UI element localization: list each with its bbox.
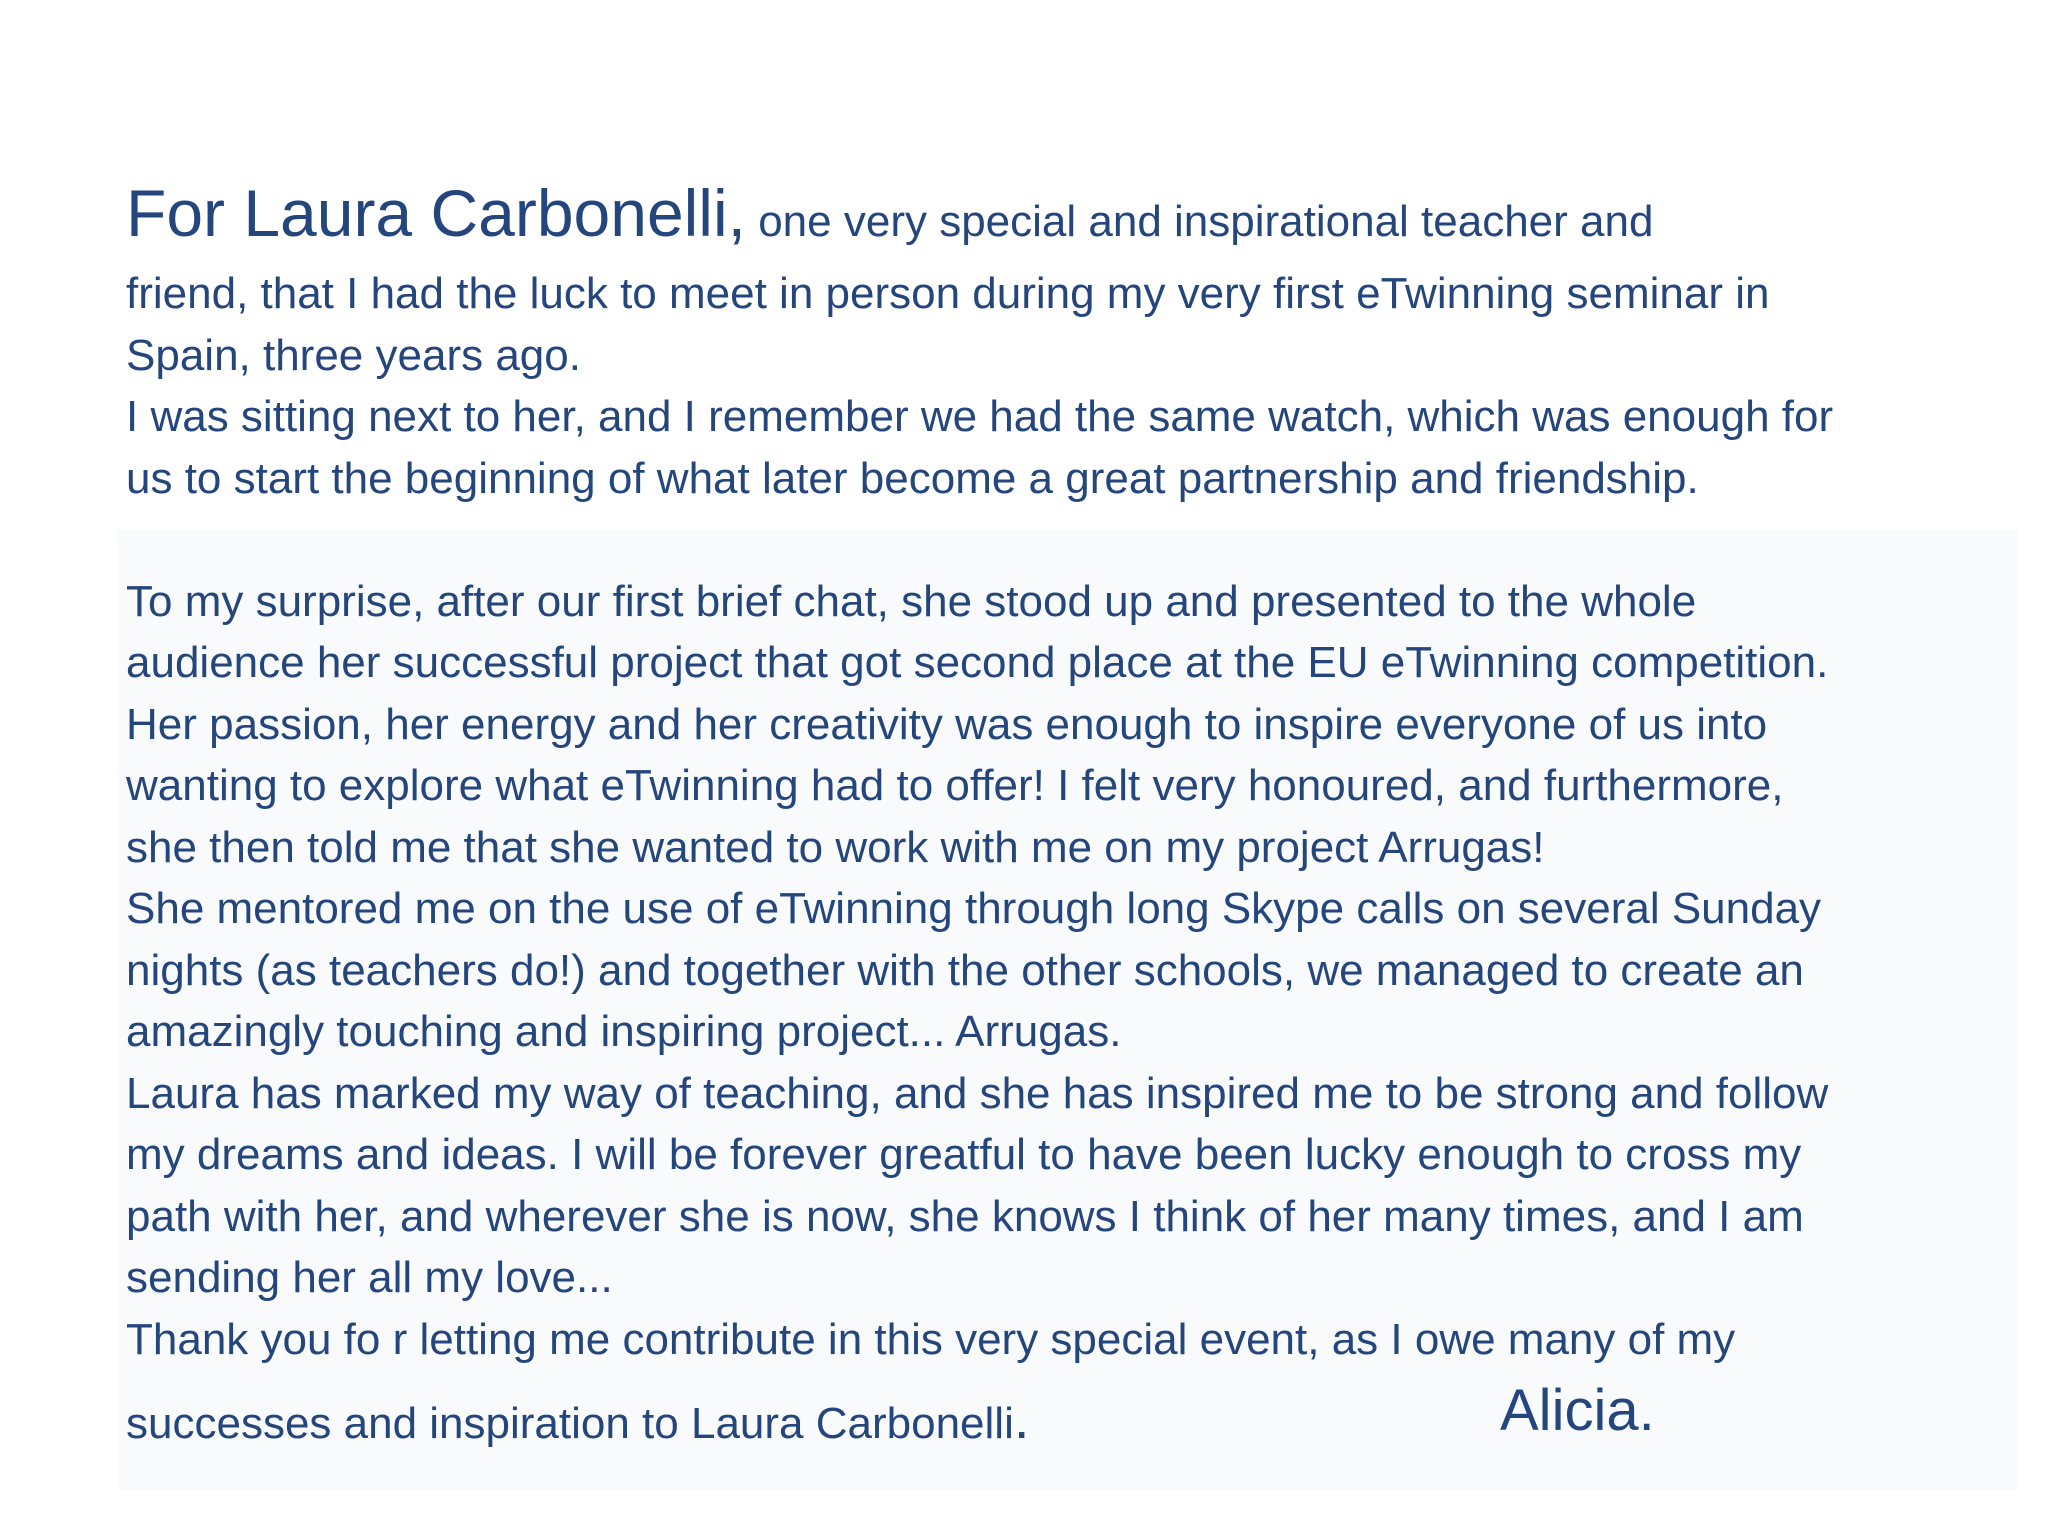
- signature: Alicia.: [1500, 1378, 1655, 1443]
- letter-line: She mentored me on the use of eTwinning through long Skype calls on several Sunday: [126, 884, 1822, 933]
- letter-heading: For Laura Carbonelli,: [126, 176, 746, 250]
- letter-line: To my surprise, after our first brief chat, she stood up and presented to the whole: [126, 576, 1697, 626]
- letter-line: my dreams and ideas. I will be forever greatful to have been lucky enough to cross my: [126, 1130, 1802, 1179]
- letter-line: nights (as teachers do!) and together with the other schools, we managed to create an: [126, 945, 1804, 995]
- paragraph-break: [126, 509, 2026, 571]
- letter-line: wanting to explore what eTwinning had to offer! I felt very honoured, and furthermore,: [126, 761, 1784, 810]
- letter-line: Thank you fo r letting me contribute in this very special event, as I owe many of my: [126, 1314, 1736, 1364]
- opening-text: one very special and inspirational teacher and: [745, 197, 1654, 246]
- letter-line: Laura has marked my way of teaching, and she has inspired me to be strong and follow: [126, 1068, 1829, 1118]
- letter-line: sending her all my love...: [126, 1253, 613, 1302]
- letter-line: she then told me that she wanted to work with me on my project Arrugas!: [126, 822, 1545, 872]
- letter-line: amazingly touching and inspiring project... Arrugas.: [126, 1007, 1122, 1056]
- closing-period: .: [1013, 1387, 1030, 1450]
- letter-line: us to start the beginning of what later become a great partnership and friendship.: [126, 453, 1699, 503]
- opening-line: [126, 172, 2026, 263]
- letter-line: Spain, three years ago.: [126, 330, 581, 380]
- letter-line: friend, that I had the luck to meet in person during my very first eTwinning seminar in: [126, 269, 1770, 318]
- letter-body: [126, 172, 2026, 1455]
- letter-line: audience her successful project that got second place at the EU eTwinning competition.: [126, 638, 1829, 687]
- closing-text: successes and inspiration to Laura Carbonelli: [126, 1399, 1014, 1448]
- closing-line: [126, 1388, 2026, 1455]
- letter-line: path with her, and wherever she is now, she knows I think of her many times, and I am: [126, 1191, 1804, 1241]
- letter-line: I was sitting next to her, and I remember we had the same watch, which was enough for: [126, 392, 1834, 441]
- letter-line: Her passion, her energy and her creativity was enough to inspire everyone of us into: [126, 699, 1768, 749]
